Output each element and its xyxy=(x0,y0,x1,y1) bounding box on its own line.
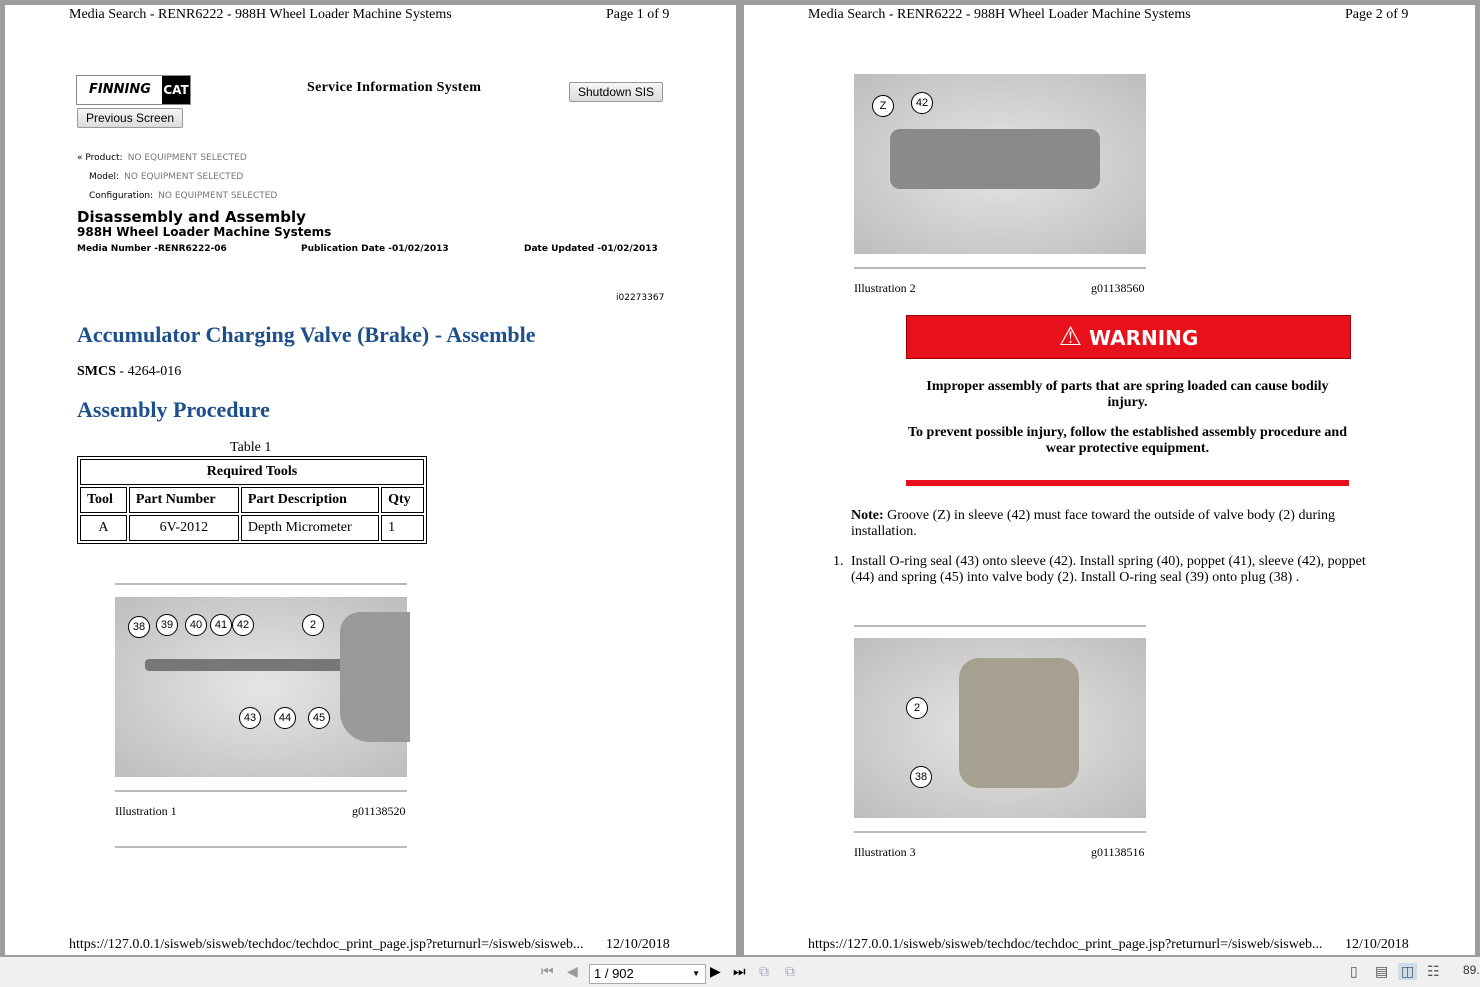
zoom-level[interactable]: 89. xyxy=(1463,963,1480,977)
pdf-toolbar xyxy=(0,957,1480,987)
procedure-heading: Assembly Procedure xyxy=(77,397,270,422)
page-number: Page 1 of 9 xyxy=(606,7,670,22)
table-row: A 6V-2012 Depth Micrometer 1 xyxy=(80,515,424,541)
previous-screen-button[interactable]: Previous Screen xyxy=(77,108,183,128)
footer-url: https://127.0.0.1/sisweb/sisweb/techdoc/techdoc_print_page.jsp?returnurl=/sisweb/sisweb... xyxy=(808,937,1323,952)
footer-date: 12/10/2018 xyxy=(606,937,670,952)
first-page-icon[interactable]: ⏮ xyxy=(541,963,554,979)
collapse-icon[interactable]: « xyxy=(77,153,86,163)
page-number: Page 2 of 9 xyxy=(1345,7,1409,22)
date-updated: Date Updated -01/02/2013 xyxy=(524,244,658,254)
footer-url: https://127.0.0.1/sisweb/sisweb/techdoc/techdoc_print_page.jsp?returnurl=/sisweb/sisweb... xyxy=(69,937,584,952)
doc-section: Disassembly and Assembly xyxy=(77,208,306,226)
sis-title: Service Information System xyxy=(307,80,482,95)
publication-date: Publication Date -01/02/2013 xyxy=(301,244,449,254)
page-number-input[interactable]: 1 / 902 ▼ xyxy=(589,964,706,984)
warning-triangle-icon: ⚠ xyxy=(1058,322,1082,352)
next-view-icon[interactable]: ⧉ xyxy=(785,963,795,979)
next-page-icon[interactable]: ▶ xyxy=(710,963,721,979)
two-page-icon[interactable]: ◫ xyxy=(1398,963,1417,980)
single-page-icon[interactable]: ▯ xyxy=(1350,963,1358,979)
note: Note: Groove (Z) in sleeve (42) must face toward the outside of valve body (2) during installation. xyxy=(851,508,1336,539)
media-number: Media Number -RENR6222-06 xyxy=(77,244,227,254)
doc-title: Accumulator Charging Valve (Brake) - Assemble xyxy=(77,322,536,347)
illustration-2-photo: Z 42 xyxy=(854,74,1146,254)
continuous-page-icon[interactable]: ▤ xyxy=(1375,963,1389,979)
illustration-1-photo: 38 39 40 41 42 2 43 44 45 xyxy=(115,597,407,777)
page-header: Media Search - RENR6222 - 988H Wheel Loader Machine Systems xyxy=(69,7,452,22)
previous-view-icon[interactable]: ⧉ xyxy=(759,963,769,979)
equipment-info: « Product: NO EQUIPMENT SELECTED Model: NO EQUIPMENT SELECTED Configuration: NO EQUIPMENT SELECTED xyxy=(77,153,278,201)
two-page-continuous-icon[interactable]: ☷ xyxy=(1427,963,1440,979)
doc-machine: 988H Wheel Loader Machine Systems xyxy=(77,225,332,239)
step-1: Install O-ring seal (43) onto sleeve (42). Install spring (40), poppet (41), sleeve (42), poppet (44) and spring (45) into valve body (2). Install O-ring seal (39) onto plug (38) . xyxy=(851,554,1366,585)
illustration-3-photo: 2 38 xyxy=(854,638,1146,818)
shutdown-sis-button[interactable]: Shutdown SIS xyxy=(569,82,663,102)
smcs: SMCS - 4264-016 xyxy=(77,364,182,379)
pdf-page-2: Media Search - RENR6222 - 988H Wheel Loader Machine Systems Page 2 of 9 Z 42 Illustration 2 g01138560 ⚠ WARNING Improper assembly of parts that are spring loaded can cause bodily injury. To prevent possible injury, follow the established assembly procedure and wear protective equipment. Note: Groove (Z) in sleeve (42) must face toward the outside of valve body (2) during installation. 1. Install O-ring seal (43) onto sleeve (42). Install spring (40), poppet (41), sleeve (42), poppet (44) and spring (45) into valve body (2). Install O-ring seal (39) onto plug (38) . 2 38 Illustration 3 g01138516 https://127.0.0.1/sisweb/sisweb/techdoc/techdoc_print_page.jsp?returnurl=/sisweb/sisweb... 12/10/2018 xyxy=(744,5,1475,955)
chevron-down-icon: ▼ xyxy=(692,969,700,978)
previous-page-icon[interactable]: ◀ xyxy=(567,963,578,979)
warning-banner: ⚠ WARNING xyxy=(906,315,1351,359)
required-tools-table: Required Tools Tool Part Number Part Description Qty A 6V-2012 Depth Micrometer 1 xyxy=(77,456,427,544)
pdf-page-1: Media Search - RENR6222 - 988H Wheel Loader Machine Systems Page 1 of 9 FINNING CAT Service Information System Shutdown SIS Previous Screen « Product: NO EQUIPMENT SELECTED Model: NO EQUIPMENT SELECTED Configuration: NO EQUIPMENT SELECTED Disassembly and Assembly 988H Wheel Loader Machine Systems Media Number -RENR6222-06 Publication Date -01/02/2013 Date Updated -01/02/2013 i02273367 Accumulator Charging Valve (Brake) - Assemble SMCS - 4264-016 Assembly Procedure Table 1 Required Tools Tool Part Number Part Description Qty A 6V-2012 Depth Micrometer 1 38 39 40 41 42 2 43 44 45 Illustration 1 g01138520 https://127.0.0.1/sisweb/sisweb/techdoc/techdoc_print_page.jsp?returnurl=/sisweb/sisweb... 12/10/2018 xyxy=(5,5,736,955)
last-page-icon[interactable]: ⏭ xyxy=(733,963,746,979)
footer-date: 12/10/2018 xyxy=(1345,937,1409,952)
warning-text: Improper assembly of parts that are spring loaded can cause bodily injury. To prevent possible injury, follow the established assembly procedure and wear protective equipment. xyxy=(908,379,1347,456)
page-header: Media Search - RENR6222 - 988H Wheel Loader Machine Systems xyxy=(808,7,1191,22)
doc-id: i02273367 xyxy=(616,293,665,303)
table-caption: Table 1 xyxy=(230,440,272,455)
finning-cat-logo: FINNING CAT xyxy=(76,75,191,105)
